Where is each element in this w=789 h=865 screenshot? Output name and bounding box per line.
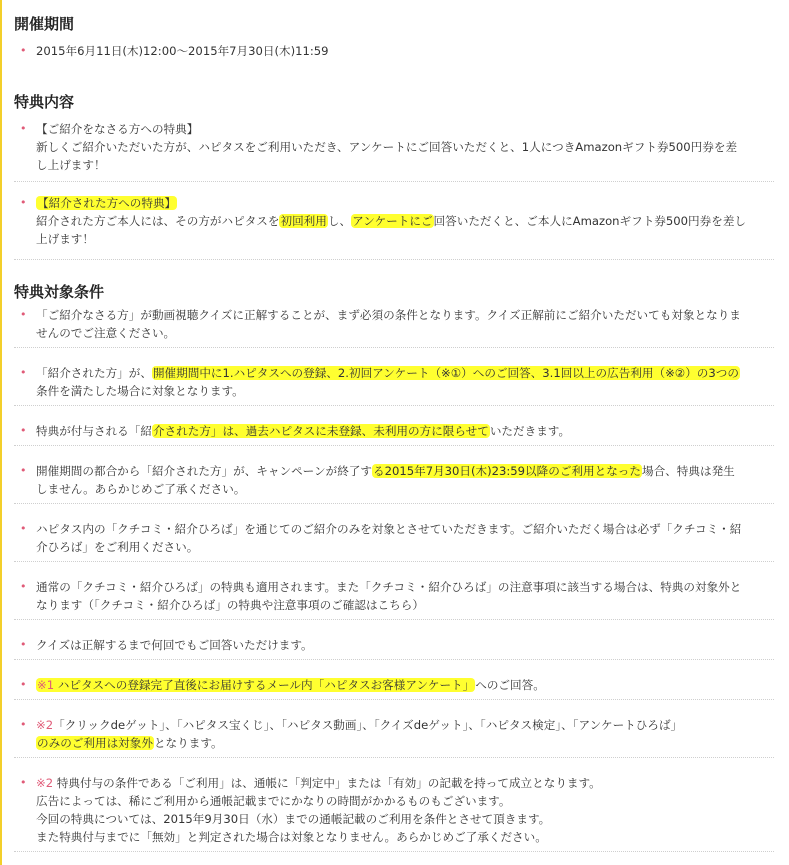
condition-line: また特典付与までに「無効」と判定された場合は対象となりません。あらかじめご了承ください。 <box>36 830 547 844</box>
condition-line: 条件を満たした場合に対象となります。 <box>36 384 244 398</box>
period-text: 2015年6月11日(木)12:00〜2015年7月30日(木)11:59 <box>36 44 329 58</box>
text-segment: し、 <box>327 214 352 228</box>
highlight-segment: 介された方」は、過去ハピタスに未登録、未利用の方に限らせて <box>152 424 489 438</box>
bullet: • <box>20 44 27 57</box>
highlight-segment: のみのご利用は対象外 <box>37 736 153 750</box>
text-segment: へのご回答。 <box>475 678 545 692</box>
bullet: • <box>20 776 27 789</box>
text-segment: 「クリックdeゲット」、「ハピタス宝くじ」、「ハピタス動画」、「クイズdeゲット」、「ハピタス検定」、「アンケートひろば」 <box>53 718 683 732</box>
period-item <box>14 42 774 62</box>
condition-item <box>14 774 774 852</box>
bullet: • <box>20 308 27 321</box>
condition-item <box>14 306 774 348</box>
highlight-segment: る2015年7月30日(木)23:59以降のご利用となった <box>373 464 641 478</box>
benefit-title-highlight: 【紹介された方への特典】 <box>37 196 177 210</box>
period-heading: 開催期間 <box>14 15 75 33</box>
highlight-segment: 初回利用 <box>280 214 327 228</box>
condition-item <box>14 578 774 620</box>
bullet: • <box>20 638 27 651</box>
condition-line: 広告によっては、稀にご利用から通帳記載までにかなりの時間がかかるものもございます。 <box>36 794 511 808</box>
text-segment: 開催期間の都合から「紹介された方」が、キャンペーンが終了す <box>36 464 372 478</box>
text-segment: いただきます。 <box>489 424 571 438</box>
condition-line: 通常の「クチコミ・紹介ひろば」の特典も適用されます。また「クチコミ・紹介ひろば」の注意事項に該当する場合は、特典の対象外と <box>36 580 742 594</box>
text-segment: となります。 <box>153 736 223 750</box>
bullet: • <box>20 522 27 535</box>
condition-item <box>14 364 774 406</box>
text-segment: 場合、特典は発生 <box>642 464 735 478</box>
condition-item <box>14 422 774 446</box>
conditions-heading: 特典対象条件 <box>14 283 105 301</box>
footnote-marker: ※2 <box>36 718 54 732</box>
bullet: • <box>20 464 27 477</box>
text-segment: 特典が付与される「紹 <box>36 424 152 438</box>
bullet: • <box>20 718 27 731</box>
highlight-segment: ハピタスへの登録完了直後にお届けするメール内「ハピタスお客様アンケート」 <box>54 678 475 692</box>
condition-item <box>14 676 774 700</box>
benefit-item-referred <box>14 194 774 260</box>
text-segment: 紹介された方ご本人には、その方がハピタスを <box>36 214 280 228</box>
condition-item <box>14 462 774 504</box>
condition-item <box>14 636 774 660</box>
bullet: • <box>20 580 27 593</box>
footnote-marker: ※1 <box>37 678 55 692</box>
condition-line: なります（「クチコミ・紹介ひろば」の特典や注意事項のご確認はこちら） <box>36 598 424 612</box>
condition-line: せんのでご注意ください。 <box>36 326 176 340</box>
condition-line: しません。あらかじめご了承ください。 <box>36 482 246 496</box>
condition-item <box>14 520 774 562</box>
bullet: • <box>20 366 27 379</box>
highlight-segment: 開催期間中に1.ハピタスへの登録、2.初回アンケート（※①）へのご回答、3.1回以上の広告利用（※②）の3つの <box>152 366 739 380</box>
benefit-line: し上げます！ <box>36 158 106 172</box>
bullet: • <box>20 196 27 209</box>
text-segment: 特典付与の条件である「ご利用」は、通帳に「判定中」または「有効」の記載を持って成立となります。 <box>53 776 601 790</box>
benefit-line: 新しくご紹介いただいた方が、ハピタスをご利用いただき、アンケートにご回答いただくと、1人につきAmazonギフト券500円券を差 <box>36 140 738 154</box>
footnote-marker: ※2 <box>36 776 54 790</box>
benefit-line: 上げます！ <box>36 232 94 246</box>
highlight-segment: アンケートにご <box>352 214 433 228</box>
benefits-heading: 特典内容 <box>14 93 75 111</box>
benefit-title: 【ご紹介をなさる方への特典】 <box>36 122 199 136</box>
condition-line: 今回の特典については、2015年9月30日（水）までの通帳記載のご利用を条件とさせて頂きます。 <box>36 812 551 826</box>
bullet: • <box>20 678 27 691</box>
bullet: • <box>20 122 27 135</box>
condition-line: ハピタス内の「クチコミ・紹介ひろば」を通じてのご紹介のみを対象とさせていただきます。ご紹介いただく場合は必ず「クチコミ・紹 <box>36 522 742 536</box>
condition-line: 介ひろば」をご利用ください。 <box>36 540 199 554</box>
condition-line: 「ご紹介なさる方」が動画視聴クイズに正解することが、まず必須の条件となります。クイズ正解前にご紹介いただいても対象となりま <box>36 308 741 322</box>
text-segment: 「紹介された方」が、 <box>36 366 152 380</box>
condition-line: クイズは正解するまで何回でもご回答いただけます。 <box>36 638 313 652</box>
condition-item <box>14 716 774 758</box>
benefit-item-referrer <box>14 120 774 182</box>
text-segment: 回答いただくと、ご本人にAmazonギフト券500円券を差し <box>433 214 747 228</box>
bullet: • <box>20 424 27 437</box>
